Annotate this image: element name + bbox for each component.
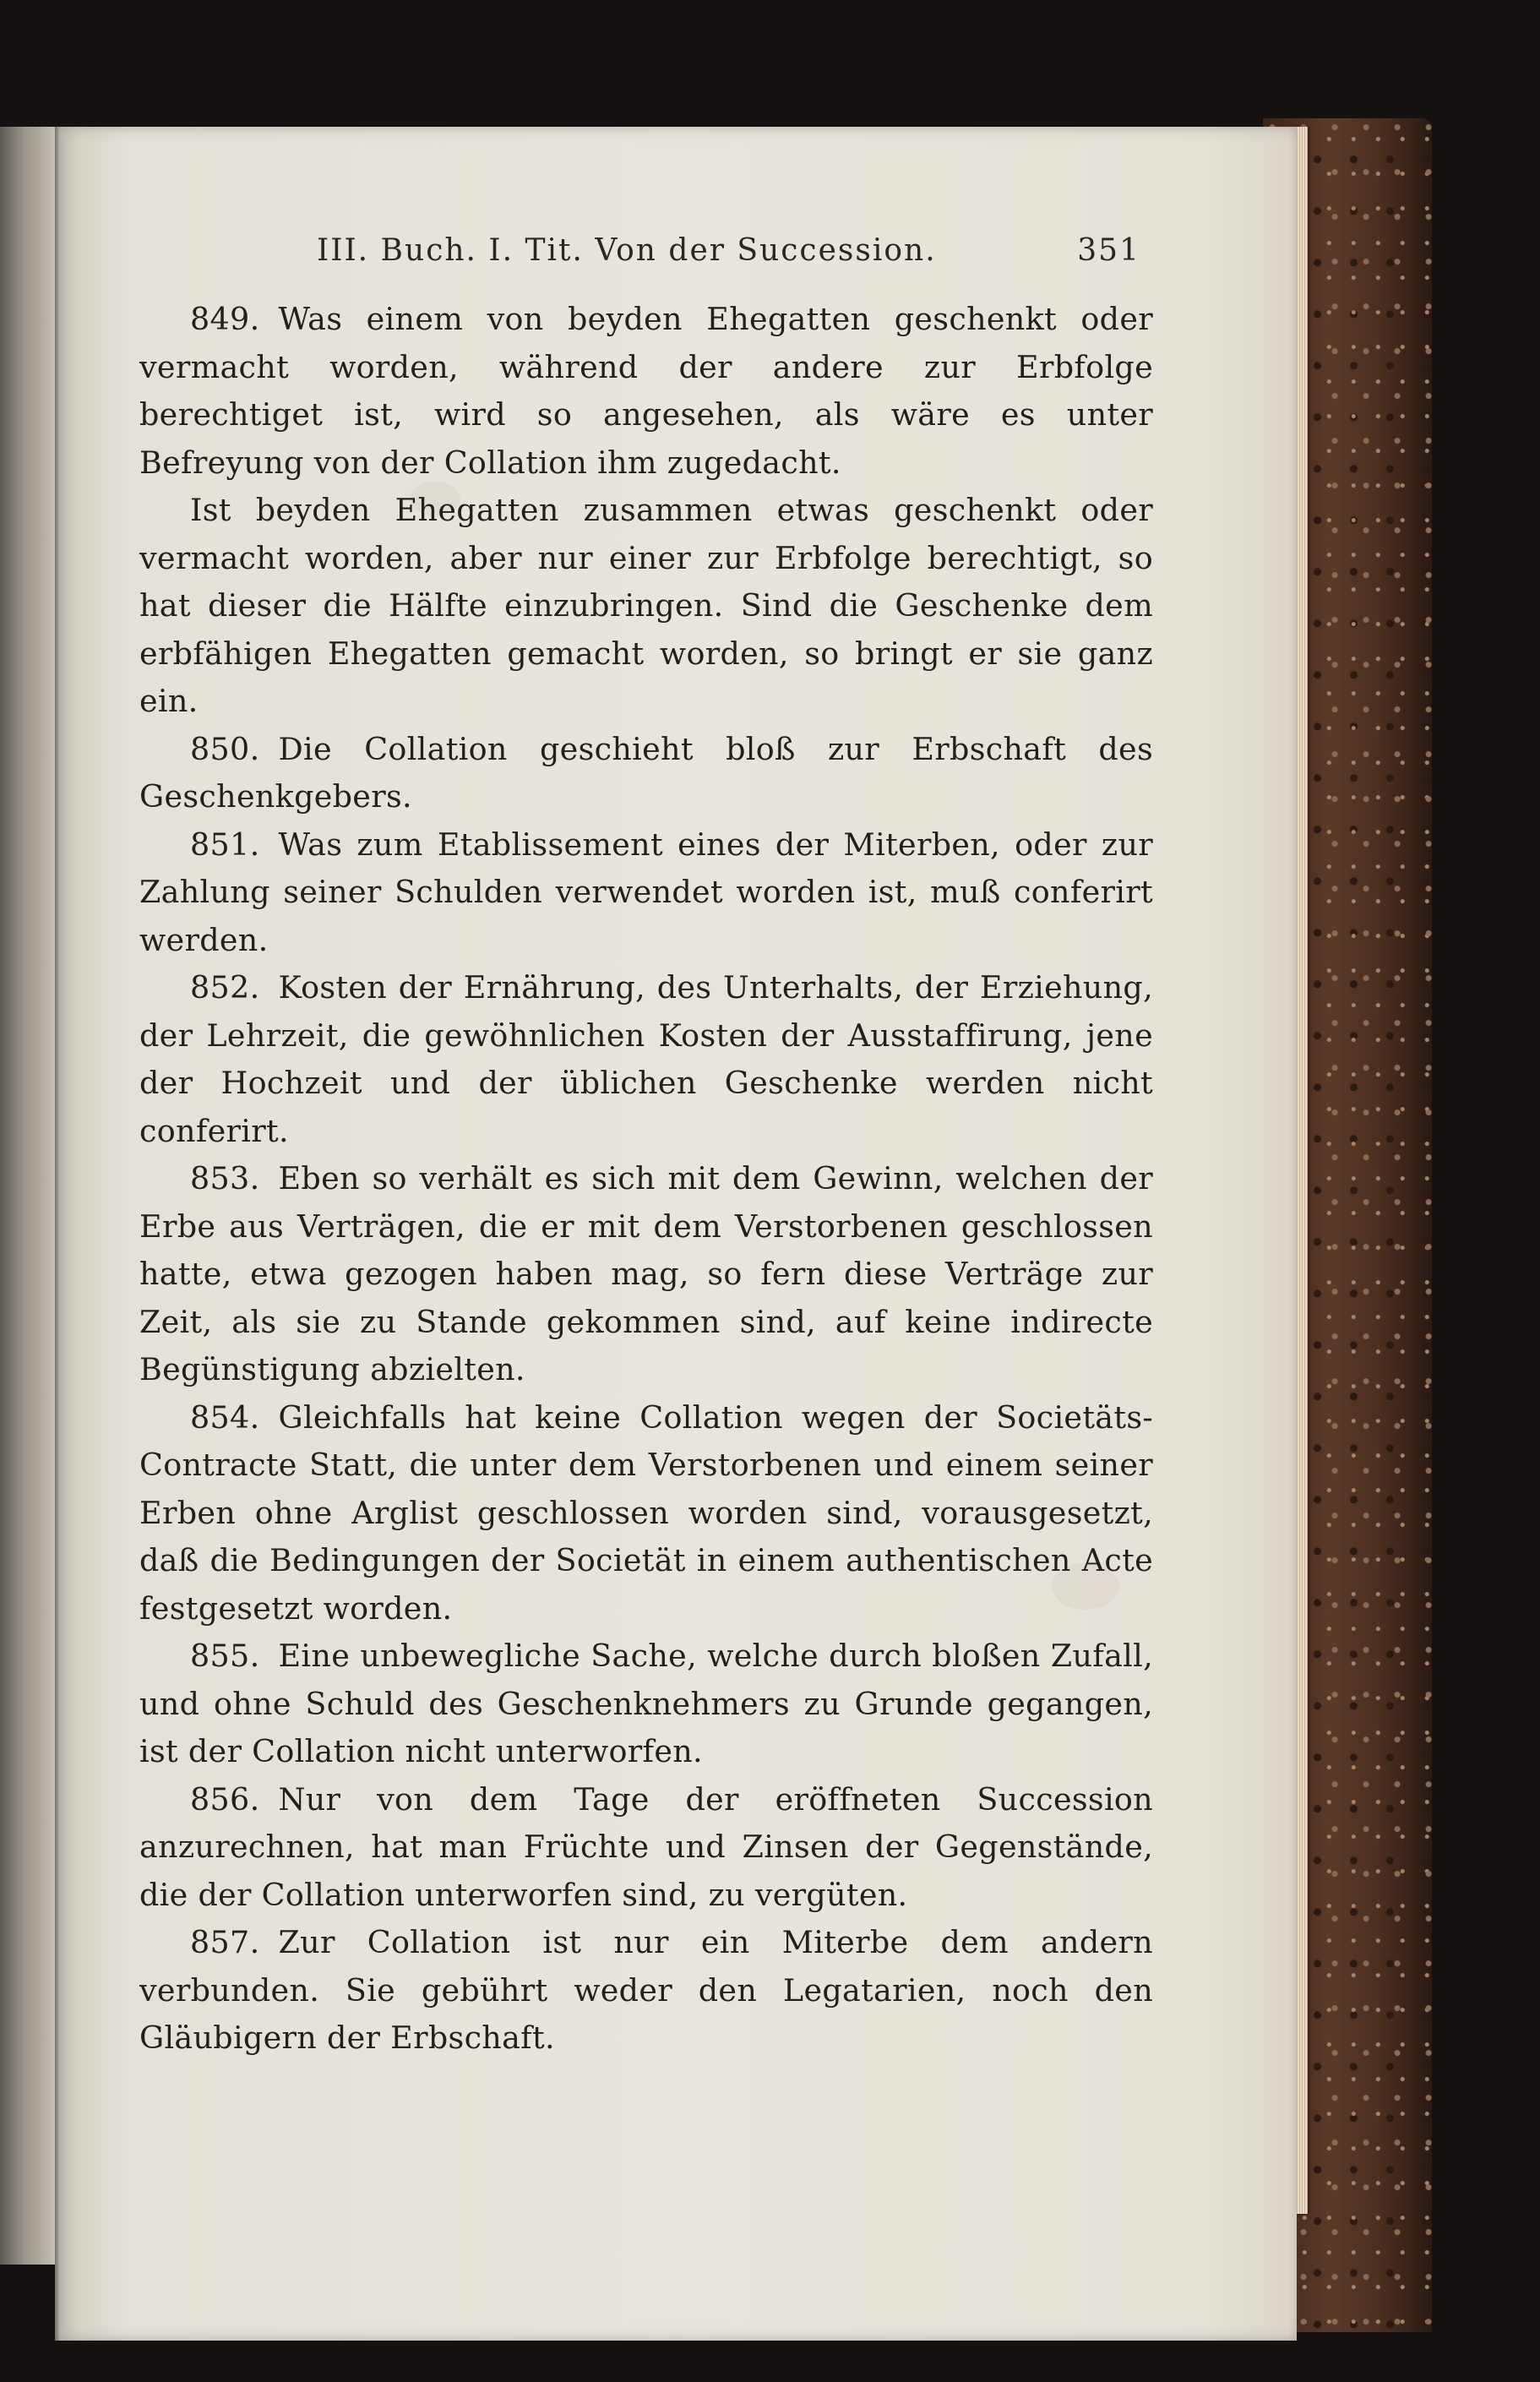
- paragraph-text: Kosten der Ernährung, des Unterhalts, der Erziehung, der Lehrzeit, die gewöhnlichen Kosten der Ausstaffirung, jene der Hochzeit und der üblichen Geschenke werden nicht conferirt.: [139, 969, 1153, 1149]
- left-page-edge: [0, 127, 59, 2265]
- paragraph-849-continued: [139, 487, 1153, 726]
- paragraph-number: 854.: [190, 1398, 260, 1436]
- paragraph-text: Die Collation geschieht bloß zur Erbschaft des Geschenkgebers.: [139, 730, 1153, 815]
- paragraph-text: Eben so verhält es sich mit dem Gewinn, welchen der Erbe aus Verträgen, die er mit dem Verstorbenen geschlossen hatte, etwa gezogen haben mag, so fern diese Verträge zur Zeit, als sie zu Stande gekommen sind, auf keine indirecte Begünstigung abzielten.: [139, 1160, 1153, 1387]
- paragraph-number: 855.: [190, 1638, 260, 1674]
- page-number: 351: [1077, 233, 1140, 268]
- paragraph-text: Was einem von beyden Ehegatten geschenkt oder vermacht worden, während der andere zur Erbfolge berechtiget ist, wird so angesehen, als wäre es unter Befreyung von der Collation ihm zugedacht.: [139, 301, 1153, 481]
- paragraph-849: [139, 296, 1153, 487]
- gutter-shadow: [55, 127, 60, 2341]
- paragraph-number: 852.: [190, 969, 260, 1006]
- paragraph-855: [139, 1633, 1153, 1776]
- paragraph-number: 849.: [190, 301, 260, 337]
- body-text: [139, 296, 1153, 2063]
- paragraph-number: 856.: [190, 1780, 260, 1818]
- paragraph-857: [139, 1919, 1153, 2063]
- running-head: [266, 226, 1140, 277]
- paragraph-text: Nur von dem Tage der eröffneten Succession anzurechnen, hat man Früchte und Zinsen der Gegenstände, die der Collation unterworfen sind, zu vergüten.: [139, 1780, 1153, 1913]
- paragraph-851: [139, 821, 1153, 965]
- book-page: [55, 127, 1297, 2341]
- paragraph-number: 853.: [190, 1160, 260, 1196]
- running-head-title: III. Buch. I. Tit. Von der Succession.: [317, 233, 937, 268]
- paragraph-number: 851.: [190, 826, 260, 863]
- paragraph-text: Eine unbewegliche Sache, welche durch bloßen Zufall, und ohne Schuld des Geschenknehmers zu Grunde gegangen, ist der Collation nicht unterworfen.: [139, 1638, 1153, 1769]
- paragraph-852: [139, 964, 1153, 1155]
- paragraph-number: 850.: [190, 730, 260, 767]
- paragraph-854: [139, 1394, 1153, 1633]
- paragraph-856: [139, 1776, 1153, 1920]
- paragraph-850: [139, 726, 1153, 821]
- paragraph-text: Was zum Etablissement eines der Miterben, oder zur Zahlung seiner Schulden verwendet worden ist, muß conferirt werden.: [139, 826, 1153, 958]
- paragraph-number: 857.: [190, 1924, 260, 1960]
- paragraph-text: Gleichfalls hat keine Collation wegen der Societäts-Contracte Statt, die unter dem Verstorbenen und einem seiner Erben ohne Arglist geschlossen worden sind, vorausgesetzt, daß die Bedingungen der Societät in einem authentischen Acte festgesetzt worden.: [139, 1398, 1153, 1627]
- paragraph-text: Ist beyden Ehegatten zusammen etwas geschenkt oder vermacht worden, aber nur einer zur Erbfolge berechtigt, so hat dieser die Hälfte einzubringen. Sind die Geschenke dem erbfähigen Ehegatten gemacht worden, so bringt er sie ganz ein.: [139, 492, 1153, 719]
- paragraph-text: Zur Collation ist nur ein Miterbe dem andern verbunden. Sie gebührt weder den Legatarien, noch den Gläubigern der Erbschaft.: [139, 1924, 1153, 2056]
- paragraph-853: [139, 1155, 1153, 1394]
